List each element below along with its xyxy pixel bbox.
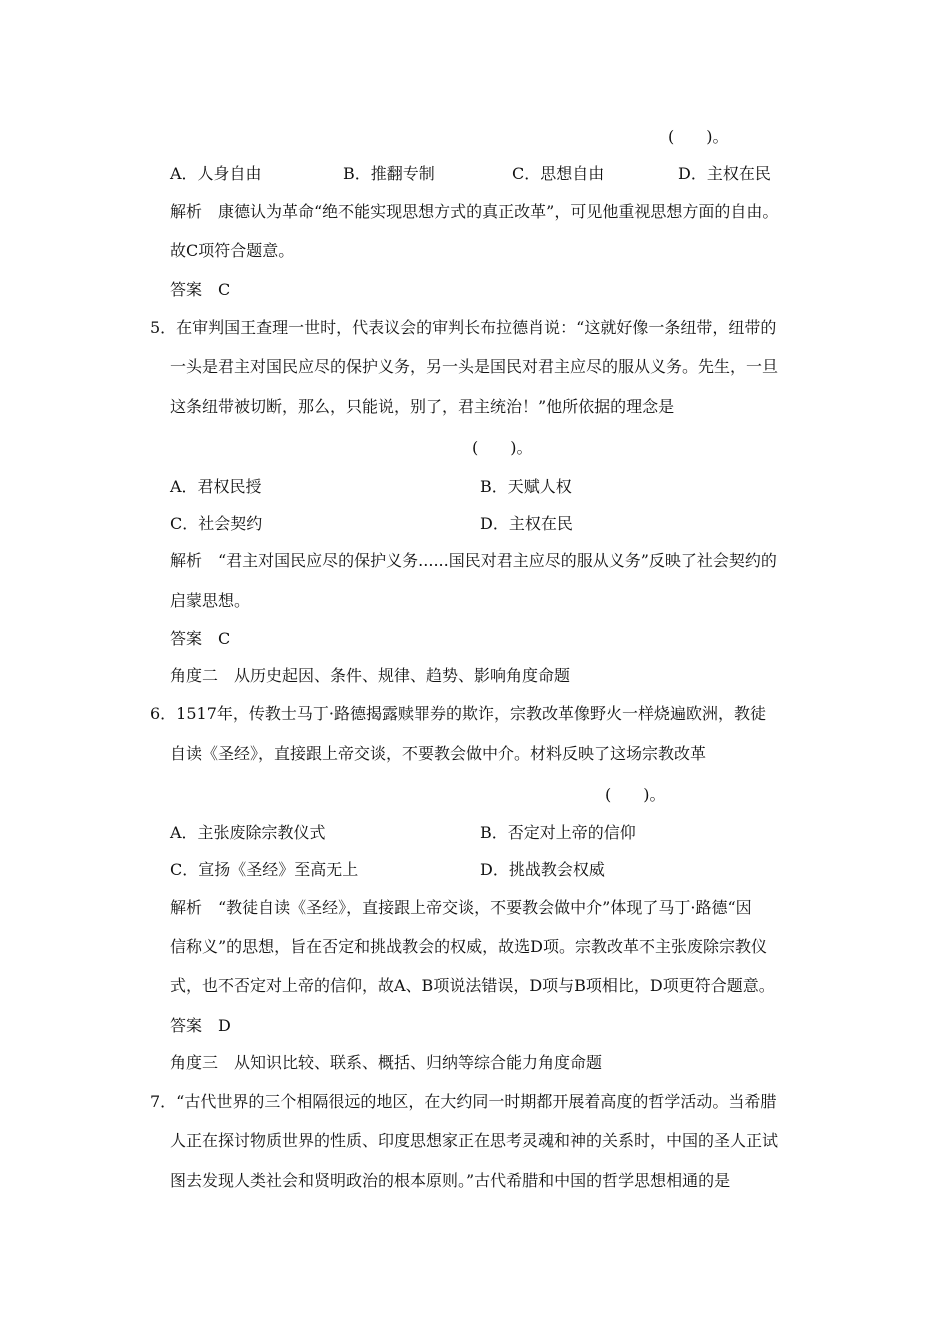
q6-analysis-line: 信称义”的思想，旨在否定和挑战教会的权威，故选D项。宗教改革不主张废除宗教仪 (170, 937, 768, 956)
q6-answer-blank: ( )。 (605, 785, 666, 804)
q4-option-d: D．主权在民 (678, 164, 771, 183)
q5-option-a: A．君权民授 (170, 477, 262, 496)
q5-stem-line: 5．在审判国王查理一世时，代表议会的审判长布拉德肖说：“这就好像一条纽带，纽带的 (150, 318, 777, 337)
q7-stem-line: 图去发现人类社会和贤明政治的根本原则。”古代希腊和中国的哲学思想相通的是 (170, 1171, 731, 1190)
q6-option-d: D．挑战教会权威 (480, 860, 605, 879)
q5-answer: 答案 C (170, 629, 231, 648)
q5-option-d: D．主权在民 (480, 514, 573, 533)
q5-answer-blank: ( )。 (472, 438, 533, 457)
q4-answer-blank: ( )。 (668, 127, 729, 146)
section-heading: 角度三 从知识比较、联系、概括、归纳等综合能力角度命题 (170, 1053, 603, 1072)
q6-option-a: A．主张废除宗教仪式 (170, 823, 326, 842)
q4-option-c: C．思想自由 (512, 164, 605, 183)
q5-option-b: B．天赋人权 (480, 477, 572, 496)
q6-analysis-line: 解析 “教徒自读《圣经》，直接跟上帝交谈，不要教会做中介”体现了马丁·路德“因 (170, 898, 752, 917)
q6-option-c: C．宣扬《圣经》至高无上 (170, 860, 359, 879)
q7-stem-line: 7．“古代世界的三个相隔很远的地区，在大约同一时期都开展着高度的哲学活动。当希腊 (150, 1092, 777, 1111)
q4-analysis-line: 解析 康德认为革命“绝不能实现思想方式的真正改革”，可见他重视思想方面的自由。 (170, 202, 779, 221)
q5-analysis-line: 启蒙思想。 (170, 591, 251, 610)
section-heading: 角度二 从历史起因、条件、规律、趋势、影响角度命题 (170, 666, 571, 685)
q6-option-b: B．否定对上帝的信仰 (480, 823, 636, 842)
q5-analysis-line: 解析 “君主对国民应尽的保护义务......国民对君主应尽的服从义务”反映了社会契约的 (170, 551, 777, 570)
q4-analysis-line: 故C项符合题意。 (170, 241, 295, 260)
q5-stem-line: 这条纽带被切断，那么，只能说，别了，君主统治！”他所依据的理念是 (170, 397, 675, 416)
q6-answer: 答案 D (170, 1016, 231, 1035)
q5-stem-line: 一头是君主对国民应尽的保护义务，另一头是国民对君主应尽的服从义务。先生，一旦 (170, 357, 779, 376)
q6-stem-line: 自读《圣经》，直接跟上帝交谈，不要教会做中介。材料反映了这场宗教改革 (170, 744, 707, 763)
q6-stem-line: 6．1517年，传教士马丁·路德揭露赎罪券的欺诈，宗教改革像野火一样烧遍欧洲，教徒 (150, 704, 766, 723)
q4-option-b: B．推翻专制 (343, 164, 435, 183)
q7-stem-line: 人正在探讨物质世界的性质、印度思想家正在思考灵魂和神的关系时，中国的圣人正试 (170, 1131, 779, 1150)
q6-analysis-line: 式，也不否定对上帝的信仰，故A、B项说法错误，D项与B项相比，D项更符合题意。 (170, 976, 775, 995)
q4-answer: 答案 C (170, 280, 231, 299)
q4-option-a: A．人身自由 (170, 164, 262, 183)
q5-option-c: C．社会契约 (170, 514, 263, 533)
